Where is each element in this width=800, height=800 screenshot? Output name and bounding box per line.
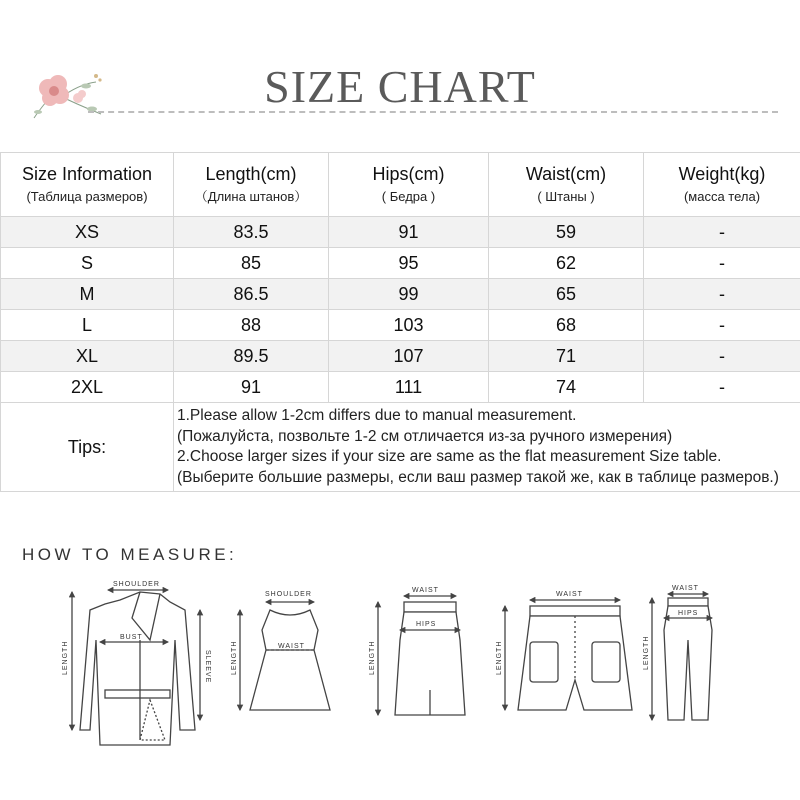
header-length: Length(cm) （Длина штанов） bbox=[174, 153, 329, 217]
cell-hips: 95 bbox=[329, 248, 489, 279]
cell-waist: 74 bbox=[489, 372, 644, 403]
cell-waist: 65 bbox=[489, 279, 644, 310]
header-waist: Waist(cm) ( Штаны ) bbox=[489, 153, 644, 217]
table-row bbox=[1, 248, 800, 279]
measure-diagrams bbox=[0, 570, 800, 800]
cell-length: 91 bbox=[174, 372, 329, 403]
cell-weight: - bbox=[644, 279, 800, 310]
tip-line: (Пожалуйста, позвольте 1-2 см отличается из-за ручного измерения) bbox=[177, 427, 673, 445]
table-header-row bbox=[1, 153, 800, 217]
shorts-waist-label: WAIST bbox=[556, 591, 583, 598]
table-row bbox=[1, 341, 800, 372]
tip-line: (Выберите большие размеры, если ваш размер такой же, как в таблице размеров.) bbox=[177, 468, 779, 486]
tips-row bbox=[1, 403, 800, 492]
shorts-length-label: LENGTH bbox=[496, 640, 503, 675]
pants-hips-label: HIPS bbox=[678, 610, 699, 617]
cell-hips: 99 bbox=[329, 279, 489, 310]
cell-size: XS bbox=[1, 217, 174, 248]
table-row bbox=[1, 217, 800, 248]
cell-length: 86.5 bbox=[174, 279, 329, 310]
cell-length: 88 bbox=[174, 310, 329, 341]
jacket-bust-label: BUST bbox=[120, 634, 143, 641]
cell-waist: 71 bbox=[489, 341, 644, 372]
pants-length-label: LENGTH bbox=[643, 635, 650, 670]
cell-hips: 107 bbox=[329, 341, 489, 372]
header-weight: Weight(kg) (масса тела) bbox=[644, 153, 800, 217]
pants-waist-label: WAIST bbox=[672, 585, 699, 592]
jacket-shoulder-label: SHOULDER bbox=[113, 581, 160, 588]
header-hips: Hips(cm) ( Бедра ) bbox=[329, 153, 489, 217]
cell-weight: - bbox=[644, 372, 800, 403]
skirt-diagram-icon bbox=[378, 596, 465, 715]
tip-line: 1.Please allow 1-2cm differs due to manual measurement. bbox=[177, 407, 577, 424]
shorts-diagram-icon bbox=[505, 600, 632, 710]
cell-hips: 111 bbox=[329, 372, 489, 403]
dress-shoulder-label: SHOULDER bbox=[265, 591, 312, 598]
cell-weight: - bbox=[644, 341, 800, 372]
cell-size: S bbox=[1, 248, 174, 279]
tip-line: 2.Choose larger sizes if your size are same as the flat measurement Size table. bbox=[177, 448, 722, 465]
cell-length: 83.5 bbox=[174, 217, 329, 248]
jacket-sleeve-label: SLEEVE bbox=[204, 650, 211, 684]
cell-size: 2XL bbox=[1, 372, 174, 403]
cell-size: M bbox=[1, 279, 174, 310]
size-table bbox=[0, 152, 800, 492]
header-size-information: Size Information (Таблица размеров) bbox=[1, 153, 174, 217]
cell-size: XL bbox=[1, 341, 174, 372]
cell-weight: - bbox=[644, 248, 800, 279]
cell-size: L bbox=[1, 310, 174, 341]
table-row bbox=[1, 310, 800, 341]
page-title: SIZE CHART bbox=[264, 61, 536, 112]
cell-waist: 68 bbox=[489, 310, 644, 341]
cell-length: 85 bbox=[174, 248, 329, 279]
cell-weight: - bbox=[644, 217, 800, 248]
table-row bbox=[1, 372, 800, 403]
jacket-length-label: LENGTH bbox=[62, 640, 69, 675]
table-row bbox=[1, 279, 800, 310]
skirt-waist-label: WAIST bbox=[412, 587, 439, 594]
tips-text bbox=[174, 403, 800, 492]
cell-length: 89.5 bbox=[174, 341, 329, 372]
dress-diagram-icon bbox=[240, 602, 330, 710]
cell-waist: 59 bbox=[489, 217, 644, 248]
cell-hips: 91 bbox=[329, 217, 489, 248]
cell-weight: - bbox=[644, 310, 800, 341]
dress-length-label: LENGTH bbox=[231, 640, 238, 675]
cell-hips: 103 bbox=[329, 310, 489, 341]
skirt-hips-label: HIPS bbox=[416, 621, 437, 628]
dress-waist-label: WAIST bbox=[278, 643, 305, 650]
skirt-length-label: LENGTH bbox=[369, 640, 376, 675]
tips-label: Tips: bbox=[1, 403, 174, 492]
cell-waist: 62 bbox=[489, 248, 644, 279]
jacket-diagram-icon bbox=[72, 590, 200, 745]
title-divider bbox=[88, 111, 778, 113]
how-to-measure-heading: HOW TO MEASURE: bbox=[22, 545, 238, 564]
